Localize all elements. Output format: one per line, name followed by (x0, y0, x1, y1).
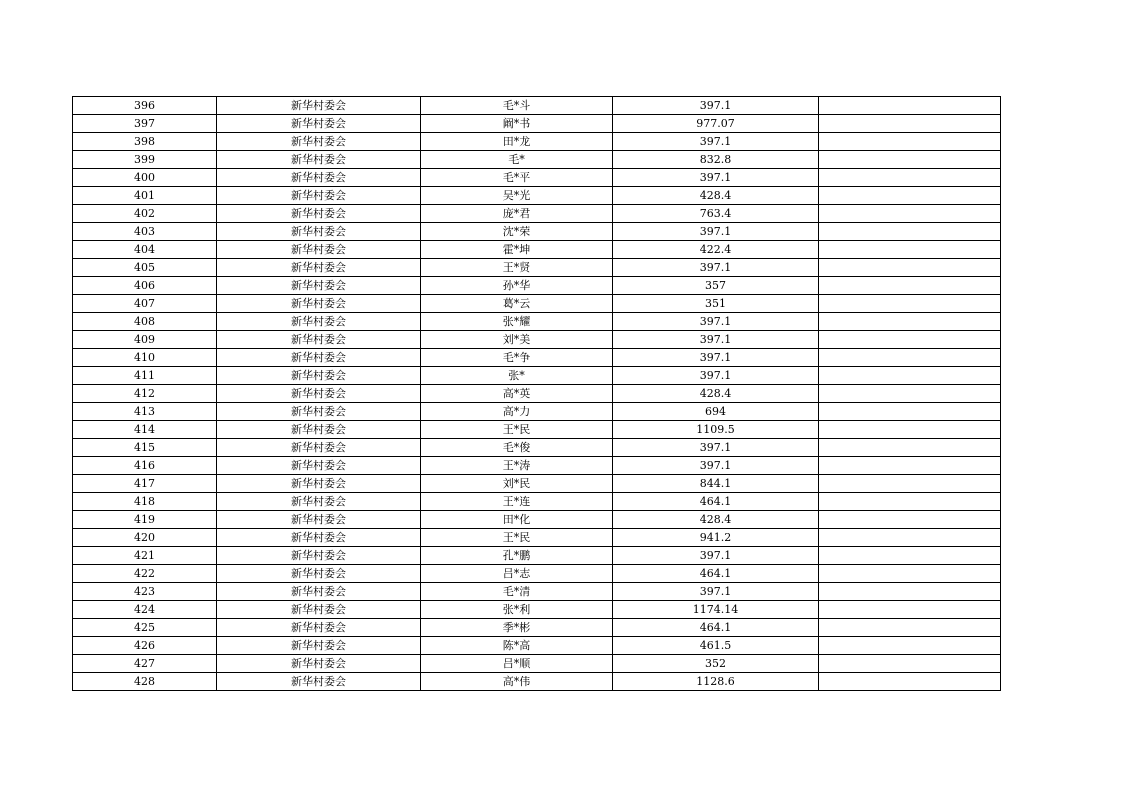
unit-cell: 新华村委会 (217, 331, 421, 349)
row-number-cell: 425 (73, 619, 217, 637)
row-number-cell: 412 (73, 385, 217, 403)
note-cell (819, 475, 1001, 493)
amount-cell: 844.1 (613, 475, 819, 493)
unit-cell: 新华村委会 (217, 259, 421, 277)
table-row (73, 241, 1001, 259)
unit-cell: 新华村委会 (217, 583, 421, 601)
amount-cell: 461.5 (613, 637, 819, 655)
row-number-cell: 423 (73, 583, 217, 601)
row-number-cell: 409 (73, 331, 217, 349)
table-row (73, 601, 1001, 619)
amount-cell: 357 (613, 277, 819, 295)
row-number-cell: 426 (73, 637, 217, 655)
table-row (73, 277, 1001, 295)
table-row (73, 655, 1001, 673)
note-cell (819, 367, 1001, 385)
note-cell (819, 421, 1001, 439)
name-cell: 王*贤 (421, 259, 613, 277)
name-cell: 吴*光 (421, 187, 613, 205)
note-cell (819, 637, 1001, 655)
name-cell: 毛*俊 (421, 439, 613, 457)
table-row (73, 295, 1001, 313)
table-row (73, 151, 1001, 169)
row-number-cell: 422 (73, 565, 217, 583)
note-cell (819, 115, 1001, 133)
amount-cell: 428.4 (613, 511, 819, 529)
unit-cell: 新华村委会 (217, 295, 421, 313)
name-cell: 毛*清 (421, 583, 613, 601)
note-cell (819, 547, 1001, 565)
amount-cell: 422.4 (613, 241, 819, 259)
table-row (73, 259, 1001, 277)
name-cell: 张* (421, 367, 613, 385)
unit-cell: 新华村委会 (217, 619, 421, 637)
unit-cell: 新华村委会 (217, 385, 421, 403)
name-cell: 刘*美 (421, 331, 613, 349)
table-row (73, 349, 1001, 367)
row-number-cell: 406 (73, 277, 217, 295)
name-cell: 吕*志 (421, 565, 613, 583)
note-cell (819, 655, 1001, 673)
unit-cell: 新华村委会 (217, 151, 421, 169)
unit-cell: 新华村委会 (217, 115, 421, 133)
name-cell: 庞*君 (421, 205, 613, 223)
note-cell (819, 223, 1001, 241)
row-number-cell: 396 (73, 97, 217, 115)
name-cell: 吕*顺 (421, 655, 613, 673)
row-number-cell: 417 (73, 475, 217, 493)
row-number-cell: 420 (73, 529, 217, 547)
unit-cell: 新华村委会 (217, 169, 421, 187)
note-cell (819, 673, 1001, 691)
table-row (73, 115, 1001, 133)
amount-cell: 694 (613, 403, 819, 421)
amount-cell: 832.8 (613, 151, 819, 169)
amount-cell: 397.1 (613, 223, 819, 241)
amount-cell: 977.07 (613, 115, 819, 133)
table-row (73, 133, 1001, 151)
unit-cell: 新华村委会 (217, 529, 421, 547)
amount-cell: 428.4 (613, 385, 819, 403)
amount-cell: 397.1 (613, 349, 819, 367)
unit-cell: 新华村委会 (217, 205, 421, 223)
table-row (73, 331, 1001, 349)
unit-cell: 新华村委会 (217, 313, 421, 331)
amount-cell: 397.1 (613, 313, 819, 331)
row-number-cell: 421 (73, 547, 217, 565)
row-number-cell: 398 (73, 133, 217, 151)
row-number-cell: 418 (73, 493, 217, 511)
name-cell: 沈*荣 (421, 223, 613, 241)
table-row (73, 367, 1001, 385)
name-cell: 阚*书 (421, 115, 613, 133)
amount-cell: 1128.6 (613, 673, 819, 691)
note-cell (819, 493, 1001, 511)
row-number-cell: 411 (73, 367, 217, 385)
table-row (73, 169, 1001, 187)
name-cell: 毛* (421, 151, 613, 169)
unit-cell: 新华村委会 (217, 349, 421, 367)
note-cell (819, 259, 1001, 277)
unit-cell: 新华村委会 (217, 673, 421, 691)
row-number-cell: 413 (73, 403, 217, 421)
row-number-cell: 424 (73, 601, 217, 619)
unit-cell: 新华村委会 (217, 637, 421, 655)
unit-cell: 新华村委会 (217, 511, 421, 529)
note-cell (819, 565, 1001, 583)
name-cell: 高*英 (421, 385, 613, 403)
row-number-cell: 404 (73, 241, 217, 259)
row-number-cell: 416 (73, 457, 217, 475)
table-row (73, 223, 1001, 241)
note-cell (819, 133, 1001, 151)
name-cell: 王*民 (421, 529, 613, 547)
row-number-cell: 402 (73, 205, 217, 223)
note-cell (819, 385, 1001, 403)
row-number-cell: 397 (73, 115, 217, 133)
name-cell: 王*连 (421, 493, 613, 511)
note-cell (819, 97, 1001, 115)
note-cell (819, 169, 1001, 187)
table-row (73, 421, 1001, 439)
note-cell (819, 457, 1001, 475)
table-row (73, 547, 1001, 565)
amount-cell: 1174.14 (613, 601, 819, 619)
note-cell (819, 187, 1001, 205)
amount-cell: 464.1 (613, 619, 819, 637)
name-cell: 高*力 (421, 403, 613, 421)
unit-cell: 新华村委会 (217, 421, 421, 439)
amount-cell: 397.1 (613, 97, 819, 115)
unit-cell: 新华村委会 (217, 241, 421, 259)
note-cell (819, 295, 1001, 313)
name-cell: 田*龙 (421, 133, 613, 151)
amount-cell: 397.1 (613, 133, 819, 151)
note-cell (819, 403, 1001, 421)
note-cell (819, 331, 1001, 349)
name-cell: 高*伟 (421, 673, 613, 691)
amount-cell: 428.4 (613, 187, 819, 205)
unit-cell: 新华村委会 (217, 223, 421, 241)
row-number-cell: 419 (73, 511, 217, 529)
unit-cell: 新华村委会 (217, 133, 421, 151)
name-cell: 霍*坤 (421, 241, 613, 259)
unit-cell: 新华村委会 (217, 475, 421, 493)
amount-cell: 397.1 (613, 331, 819, 349)
name-cell: 孙*华 (421, 277, 613, 295)
table-row (73, 205, 1001, 223)
unit-cell: 新华村委会 (217, 547, 421, 565)
table-row (73, 637, 1001, 655)
note-cell (819, 277, 1001, 295)
name-cell: 刘*民 (421, 475, 613, 493)
name-cell: 张*利 (421, 601, 613, 619)
name-cell: 季*彬 (421, 619, 613, 637)
name-cell: 毛*平 (421, 169, 613, 187)
note-cell (819, 529, 1001, 547)
data-table (72, 96, 1001, 691)
row-number-cell: 407 (73, 295, 217, 313)
table-row (73, 529, 1001, 547)
row-number-cell: 403 (73, 223, 217, 241)
amount-cell: 397.1 (613, 457, 819, 475)
unit-cell: 新华村委会 (217, 457, 421, 475)
note-cell (819, 313, 1001, 331)
row-number-cell: 427 (73, 655, 217, 673)
name-cell: 王*涛 (421, 457, 613, 475)
name-cell: 葛*云 (421, 295, 613, 313)
unit-cell: 新华村委会 (217, 565, 421, 583)
table-row (73, 565, 1001, 583)
row-number-cell: 400 (73, 169, 217, 187)
row-number-cell: 408 (73, 313, 217, 331)
unit-cell: 新华村委会 (217, 367, 421, 385)
row-number-cell: 414 (73, 421, 217, 439)
table-row (73, 619, 1001, 637)
unit-cell: 新华村委会 (217, 187, 421, 205)
table-row (73, 187, 1001, 205)
amount-cell: 397.1 (613, 439, 819, 457)
row-number-cell: 401 (73, 187, 217, 205)
table-row (73, 97, 1001, 115)
note-cell (819, 601, 1001, 619)
amount-cell: 397.1 (613, 367, 819, 385)
row-number-cell: 415 (73, 439, 217, 457)
note-cell (819, 439, 1001, 457)
table-row (73, 313, 1001, 331)
unit-cell: 新华村委会 (217, 97, 421, 115)
table-row (73, 457, 1001, 475)
name-cell: 田*化 (421, 511, 613, 529)
table-row (73, 439, 1001, 457)
unit-cell: 新华村委会 (217, 403, 421, 421)
row-number-cell: 405 (73, 259, 217, 277)
row-number-cell: 428 (73, 673, 217, 691)
unit-cell: 新华村委会 (217, 493, 421, 511)
note-cell (819, 349, 1001, 367)
amount-cell: 397.1 (613, 583, 819, 601)
note-cell (819, 151, 1001, 169)
amount-cell: 464.1 (613, 493, 819, 511)
table-row (73, 403, 1001, 421)
table-row (73, 583, 1001, 601)
row-number-cell: 399 (73, 151, 217, 169)
name-cell: 陈*高 (421, 637, 613, 655)
unit-cell: 新华村委会 (217, 601, 421, 619)
note-cell (819, 583, 1001, 601)
amount-cell: 397.1 (613, 169, 819, 187)
note-cell (819, 205, 1001, 223)
amount-cell: 1109.5 (613, 421, 819, 439)
table-row (73, 493, 1001, 511)
row-number-cell: 410 (73, 349, 217, 367)
name-cell: 王*民 (421, 421, 613, 439)
unit-cell: 新华村委会 (217, 277, 421, 295)
amount-cell: 352 (613, 655, 819, 673)
name-cell: 张*耀 (421, 313, 613, 331)
table-row (73, 385, 1001, 403)
amount-cell: 397.1 (613, 547, 819, 565)
amount-cell: 351 (613, 295, 819, 313)
amount-cell: 763.4 (613, 205, 819, 223)
unit-cell: 新华村委会 (217, 655, 421, 673)
note-cell (819, 619, 1001, 637)
note-cell (819, 241, 1001, 259)
amount-cell: 941.2 (613, 529, 819, 547)
table-row (73, 511, 1001, 529)
amount-cell: 464.1 (613, 565, 819, 583)
name-cell: 毛*争 (421, 349, 613, 367)
name-cell: 孔*鹏 (421, 547, 613, 565)
name-cell: 毛*斗 (421, 97, 613, 115)
table-body (73, 97, 1001, 691)
table-row (73, 475, 1001, 493)
note-cell (819, 511, 1001, 529)
unit-cell: 新华村委会 (217, 439, 421, 457)
amount-cell: 397.1 (613, 259, 819, 277)
table-row (73, 673, 1001, 691)
